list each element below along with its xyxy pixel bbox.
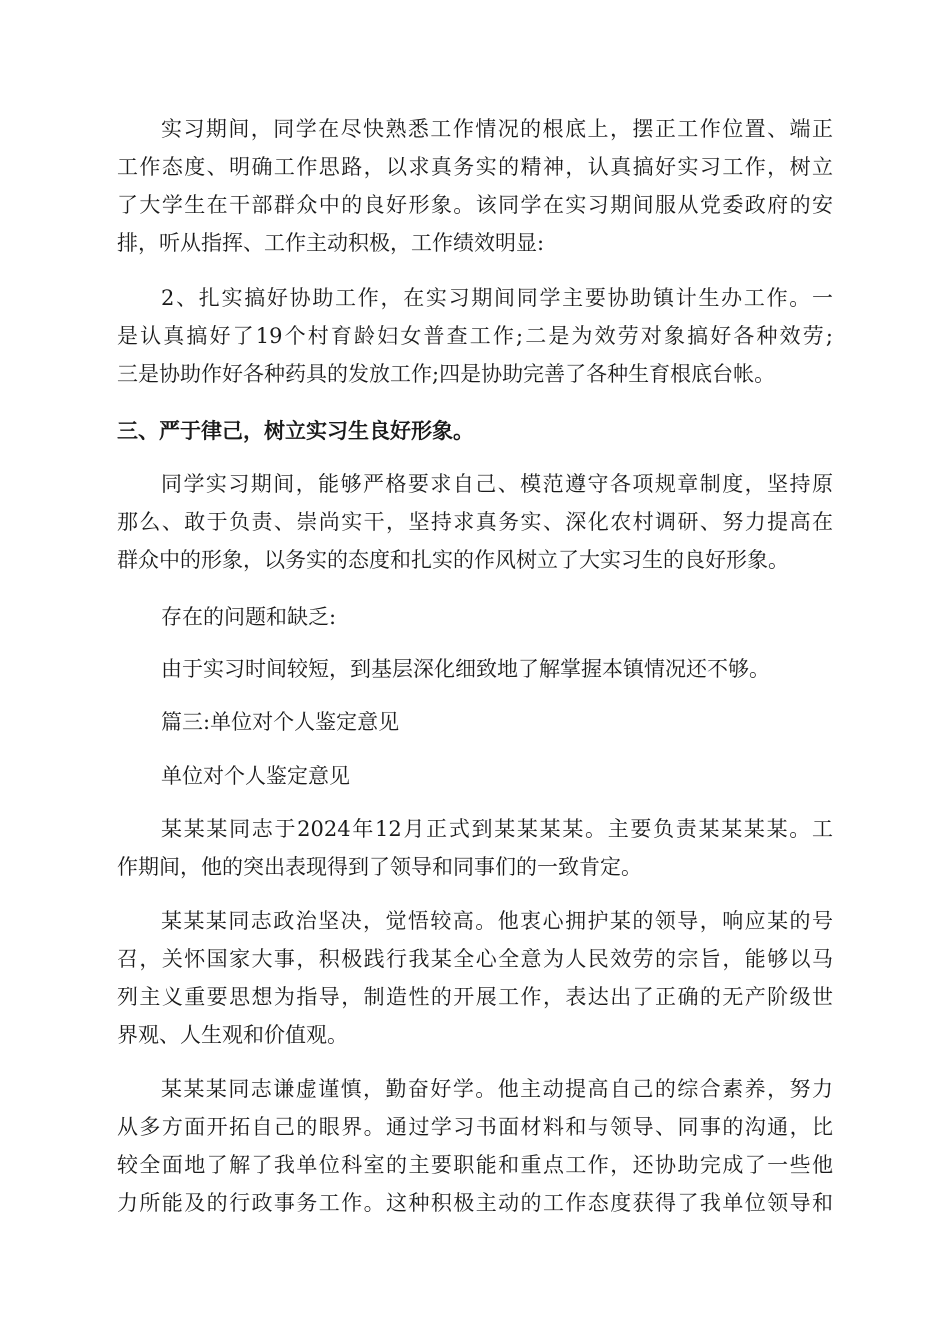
text-line: 从多方面开拓自己的眼界。通过学习书面材料和与领导、同事的沟通，比 bbox=[117, 1115, 833, 1139]
paragraph-studious bbox=[117, 1070, 833, 1222]
text-line: 同学实习期间，能够严格要求自己、模范遵守各项规章制度，坚持原 bbox=[161, 472, 833, 496]
text-line: 某某某同志于2024年12月正式到某某某某。主要负责某某某某。工 bbox=[161, 817, 833, 841]
paragraph-appointment bbox=[117, 810, 833, 886]
text-line: 存在的问题和缺乏: bbox=[161, 605, 337, 629]
text-line: 排，听从指挥、工作主动积极，工作绩效明显: bbox=[117, 231, 545, 255]
text-line: 三是协助作好各种药具的发放工作;四是协助完善了各种生育根底台帐。 bbox=[117, 362, 776, 386]
text-line: 作期间，他的突出表现得到了领导和同事们的一致肯定。 bbox=[117, 855, 642, 879]
paragraph-self-discipline bbox=[117, 465, 833, 579]
paragraph-chapter-three bbox=[117, 703, 833, 741]
text-line: 2、扎实搞好协助工作，在实习期间同学主要协助镇计生办工作。一 bbox=[161, 286, 833, 310]
text-line: 单位对个人鉴定意见 bbox=[161, 764, 350, 788]
text-line: 某某某同志谦虚谨慎，勤奋好学。他主动提高自己的综合素养，努力 bbox=[161, 1077, 833, 1101]
paragraph-problems bbox=[117, 598, 833, 636]
text-line: 篇三:单位对个人鉴定意见 bbox=[161, 710, 400, 734]
paragraph-political bbox=[117, 902, 833, 1054]
text-line: 由于实习时间较短，到基层深化细致地了解掌握本镇情况还不够。 bbox=[161, 657, 770, 681]
text-line: 某某某同志政治坚决，觉悟较高。他衷心拥护某的领导，响应某的号 bbox=[161, 909, 833, 933]
paragraph-internship-attitude bbox=[117, 110, 833, 262]
paragraph-short-time bbox=[117, 650, 833, 688]
text-line: 召，关怀国家大事，积极践行我某全心全意为人民效劳的宗旨，能够以马 bbox=[117, 947, 833, 971]
text-line: 工作态度、明确工作思路，以求真务实的精神，认真搞好实习工作，树立 bbox=[117, 155, 833, 179]
text-line: 是认真搞好了19个村育龄妇女普查工作;二是为效劳对象搞好各种效劳; bbox=[117, 324, 833, 348]
text-line: 界观、人生观和价值观。 bbox=[117, 1023, 348, 1047]
text-line: 力所能及的行政事务工作。这种积极主动的工作态度获得了我单位领导和 bbox=[117, 1191, 833, 1215]
section-heading bbox=[117, 412, 833, 450]
text-line: 了大学生在干部群众中的良好形象。该同学在实习期间服从党委政府的安 bbox=[117, 193, 833, 217]
text-line: 群众中的形象，以务实的态度和扎实的作风树立了大实习生的良好形象。 bbox=[117, 548, 789, 572]
heading-text: 三、严于律己，树立实习生良好形象。 bbox=[117, 418, 474, 443]
paragraph-appraisal-title bbox=[117, 757, 833, 795]
text-line: 较全面地了解了我单位科室的主要职能和重点工作，还协助完成了一些他 bbox=[117, 1153, 833, 1177]
paragraph-assist-work bbox=[117, 279, 833, 393]
text-line: 列主义重要思想为指导，制造性的开展工作，表达出了正确的无产阶级世 bbox=[117, 985, 833, 1009]
text-line: 那么、敢于负责、崇尚实干，坚持求真务实、深化农村调研、努力提高在 bbox=[117, 510, 833, 534]
text-line: 实习期间，同学在尽快熟悉工作情况的根底上，摆正工作位置、端正 bbox=[161, 117, 833, 141]
